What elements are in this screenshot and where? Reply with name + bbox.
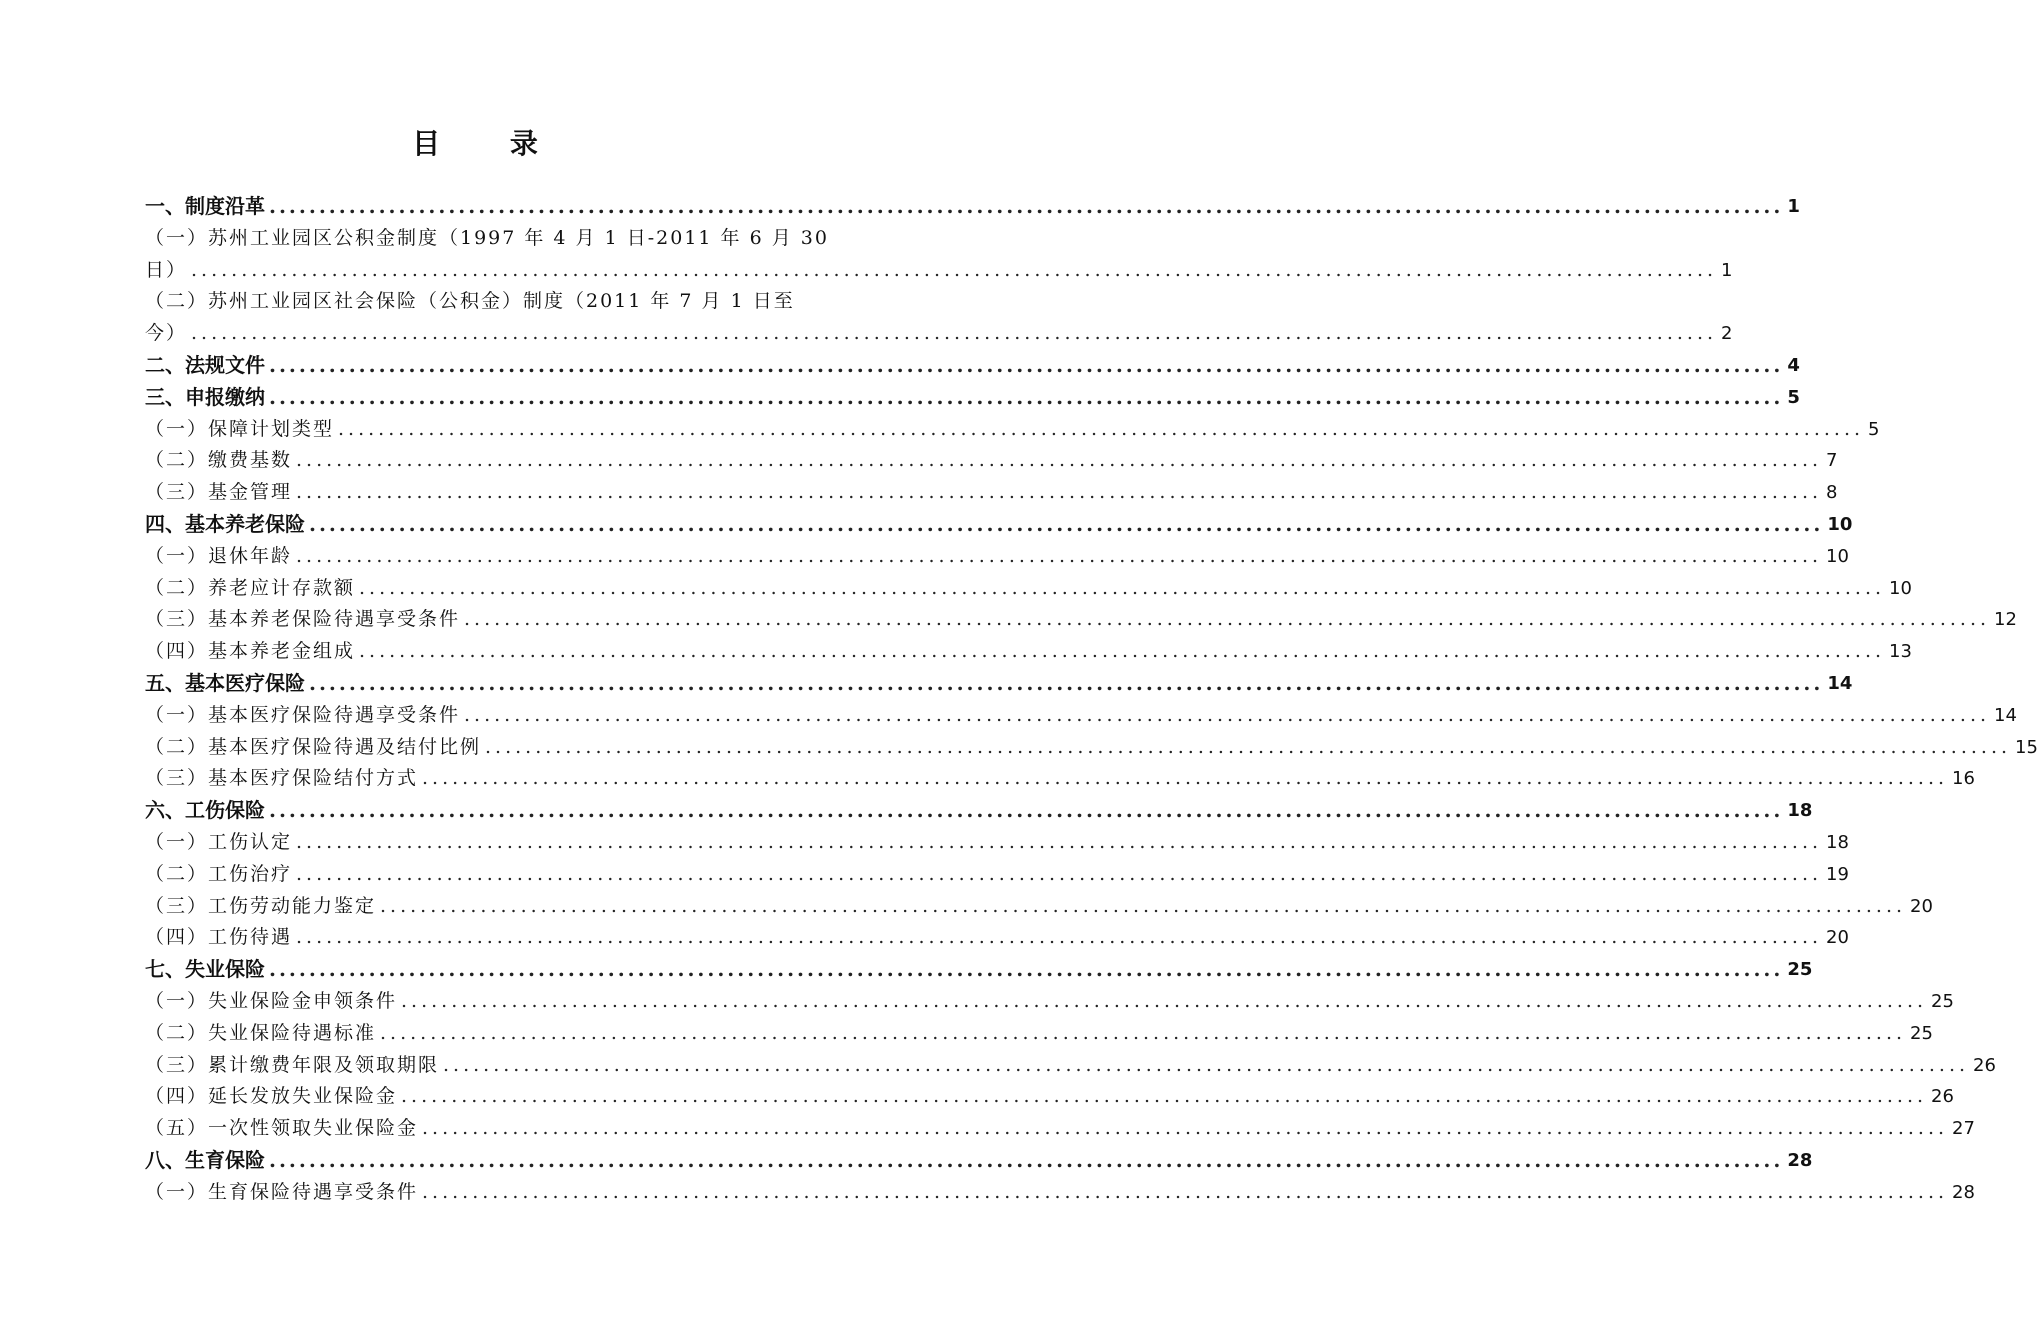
toc-entry-label: （五）一次性领取失业保险金	[145, 1117, 419, 1140]
toc-dot-leader: ........................................................................................................................................................	[269, 384, 1784, 409]
toc-page-number: 1	[1787, 196, 1800, 217]
toc-dot-leader: ........................................................................................................................................................	[309, 511, 1824, 536]
toc-section-entry[interactable]	[145, 986, 1954, 1018]
toc-page-number: 10	[1889, 577, 1912, 599]
toc-section-entry[interactable]	[145, 891, 1933, 923]
toc-entry-label: （三）基本医疗保险结付方式	[145, 767, 419, 790]
toc-section-entry[interactable]	[145, 732, 2038, 764]
toc-page-number: 28	[1952, 1181, 1975, 1203]
toc-dot-leader: ........................................................................................................................................................	[296, 830, 1823, 853]
toc-dot-leader: ........................................................................................................................................................	[359, 640, 1886, 663]
toc-list	[145, 191, 2038, 1209]
toc-page-number: 19	[1826, 863, 1849, 885]
toc-entry-label: （二）养老应计存款额	[145, 576, 356, 599]
toc-dot-leader: ........................................................................................................................................................	[338, 417, 1865, 440]
toc-dot-leader: ........................................................................................................................................................	[191, 322, 1718, 345]
toc-page-number: 25	[1787, 959, 1813, 981]
toc-page-number: 25	[1910, 1022, 1933, 1044]
toc-section-entry[interactable]	[145, 1081, 1954, 1113]
toc-entry-label: 今）	[145, 322, 188, 345]
toc-dot-leader: ........................................................................................................................................................	[464, 608, 1991, 631]
toc-section-entry[interactable]	[145, 763, 1975, 795]
toc-entry-label: （一）生育保险待遇享受条件	[145, 1180, 419, 1203]
toc-entry-label: （二）工伤治疗	[145, 862, 293, 885]
toc-entry-label: （二）缴费基数	[145, 449, 293, 472]
toc-page-number: 14	[1994, 704, 2017, 726]
toc-dot-leader: ........................................................................................................................................................	[269, 194, 1784, 218]
toc-entry-label: （三）累计缴费年限及领取期限	[145, 1053, 440, 1076]
toc-dot-leader: ........................................................................................................................................................	[296, 544, 1823, 567]
toc-entry-label: （一）退休年龄	[145, 544, 293, 567]
toc-page-number: 26	[1973, 1054, 1996, 1076]
toc-section-entry[interactable]	[145, 859, 1849, 891]
toc-entry-label: 一、制度沿革	[145, 194, 265, 218]
toc-page-number: 10	[1826, 545, 1849, 567]
toc-page-number: 7	[1826, 450, 1838, 472]
toc-chapter-entry[interactable]	[145, 350, 1800, 382]
toc-dot-leader: ........................................................................................................................................................	[422, 767, 1949, 790]
toc-section-entry[interactable]	[145, 318, 1733, 350]
toc-chapter-entry[interactable]	[145, 668, 1853, 700]
toc-page-number: 2	[1721, 323, 1733, 345]
toc-chapter-entry[interactable]	[145, 954, 1813, 986]
toc-page-number: 15	[2015, 736, 2038, 758]
toc-page-number: 14	[1827, 672, 1853, 694]
toc-entry-label: （三）工伤劳动能力鉴定	[145, 894, 377, 917]
toc-entry-label: （二）失业保险待遇标准	[145, 1021, 377, 1044]
toc-entry-label: （一）工伤认定	[145, 830, 293, 853]
toc-entry-label: （一）基本医疗保险待遇享受条件	[145, 703, 461, 726]
toc-section-entry[interactable]	[145, 700, 2017, 732]
toc-page-number: 20	[1826, 927, 1849, 949]
toc-page-number: 1	[1721, 259, 1733, 281]
toc-section-entry[interactable]	[145, 827, 1849, 859]
toc-section-entry[interactable]	[145, 541, 1849, 573]
toc-page-number: 4	[1787, 354, 1800, 376]
toc-dot-leader: ........................................................................................................................................................	[443, 1053, 1970, 1076]
toc-section-entry[interactable]	[145, 414, 1880, 446]
toc-page-number: 26	[1931, 1086, 1954, 1108]
toc-dot-leader: ........................................................................................................................................................	[359, 576, 1886, 599]
toc-entry-label: 六、工伤保险	[145, 798, 265, 823]
toc-entry-label: （四）工伤待遇	[145, 926, 293, 949]
toc-dot-leader: ........................................................................................................................................................	[269, 957, 1784, 982]
toc-chapter-entry[interactable]	[145, 191, 1800, 223]
toc-section-entry[interactable]	[145, 477, 1838, 509]
toc-dot-leader: ........................................................................................................................................................	[401, 989, 1928, 1012]
toc-page-number: 8	[1826, 482, 1838, 504]
toc-dot-leader: ........................................................................................................................................................	[309, 670, 1824, 695]
toc-page-number: 27	[1952, 1118, 1975, 1140]
toc-entry-label-line1: （一）苏州工业园区公积金制度（1997 年 4 月 1 日-2011 年 6 月 30	[145, 226, 829, 249]
toc-dot-leader: ........................................................................................................................................................	[485, 735, 2012, 758]
toc-page-number: 12	[1994, 609, 2017, 631]
toc-entry-label: 二、法规文件	[145, 352, 265, 377]
toc-dot-leader: ........................................................................................................................................................	[269, 1147, 1784, 1172]
toc-dot-leader: ........................................................................................................................................................	[296, 926, 1823, 949]
toc-section-entry[interactable]	[145, 573, 1912, 605]
toc-entry-label: 八、生育保险	[145, 1147, 265, 1172]
toc-section-entry[interactable]	[145, 922, 1849, 954]
toc-chapter-entry[interactable]	[145, 1145, 1813, 1177]
toc-dot-leader: ........................................................................................................................................................	[422, 1180, 1949, 1203]
toc-page-number: 25	[1931, 990, 1954, 1012]
toc-page-number: 18	[1787, 800, 1813, 822]
toc-entry-label: （三）基本养老保险待遇享受条件	[145, 608, 461, 631]
toc-entry-label-line1: （二）苏州工业园区社会保险（公积金）制度（2011 年 7 月 1 日至	[145, 290, 795, 313]
toc-page-number: 5	[1868, 418, 1880, 440]
toc-entry-label: 七、失业保险	[145, 957, 265, 982]
toc-dot-leader: ........................................................................................................................................................	[269, 798, 1784, 823]
toc-dot-leader: ........................................................................................................................................................	[380, 1021, 1907, 1044]
toc-chapter-entry[interactable]	[145, 509, 1853, 541]
toc-entry-label: （四）延长发放失业保险金	[145, 1085, 398, 1108]
toc-entry-label: （二）基本医疗保险待遇及结付比例	[145, 735, 482, 758]
toc-dot-leader: ........................................................................................................................................................	[464, 703, 1991, 726]
toc-section-entry[interactable]	[145, 1018, 1933, 1050]
toc-dot-leader: ........................................................................................................................................................	[191, 258, 1718, 281]
toc-chapter-entry[interactable]	[145, 795, 1813, 827]
toc-dot-leader: ........................................................................................................................................................	[296, 862, 1823, 885]
toc-page-number: 28	[1787, 1149, 1813, 1171]
toc-section-entry[interactable]	[145, 255, 1733, 287]
toc-title: 目 录	[412, 127, 568, 160]
toc-section-entry[interactable]	[145, 1113, 1975, 1145]
toc-dot-leader: ........................................................................................................................................................	[401, 1085, 1928, 1108]
toc-entry-label: （四）基本养老金组成	[145, 640, 356, 663]
toc-page-number: 10	[1827, 513, 1853, 535]
toc-page-number: 5	[1787, 386, 1800, 408]
toc-dot-leader: ........................................................................................................................................................	[422, 1117, 1949, 1140]
toc-chapter-entry[interactable]	[145, 382, 1800, 414]
toc-dot-leader: ........................................................................................................................................................	[296, 481, 1823, 504]
toc-dot-leader: ........................................................................................................................................................	[269, 352, 1784, 377]
toc-entry-wrapped-line[interactable]	[145, 286, 807, 318]
toc-entry-label: 四、基本养老保险	[145, 511, 305, 536]
toc-entry-label: （一）保障计划类型	[145, 417, 335, 440]
toc-section-entry[interactable]	[145, 1050, 1996, 1082]
toc-dot-leader: ........................................................................................................................................................	[380, 894, 1907, 917]
toc-entry-label: （三）基金管理	[145, 481, 293, 504]
toc-entry-label: 日）	[145, 258, 188, 281]
toc-page-number: 13	[1889, 641, 1912, 663]
toc-entry-label: 三、申报缴纳	[145, 384, 265, 409]
toc-page-number: 18	[1826, 831, 1849, 853]
toc-section-entry[interactable]	[145, 636, 1912, 668]
toc-section-entry[interactable]	[145, 445, 1838, 477]
toc-section-entry[interactable]	[145, 604, 2017, 636]
toc-entry-label: （一）失业保险金申领条件	[145, 989, 398, 1012]
toc-entry-label: 五、基本医疗保险	[145, 670, 305, 695]
toc-dot-leader: ........................................................................................................................................................	[296, 449, 1823, 472]
toc-page-number: 16	[1952, 768, 1975, 790]
toc-page-number: 20	[1910, 895, 1933, 917]
toc-entry-wrapped-line[interactable]	[145, 223, 829, 255]
toc-section-entry[interactable]	[145, 1177, 1975, 1209]
